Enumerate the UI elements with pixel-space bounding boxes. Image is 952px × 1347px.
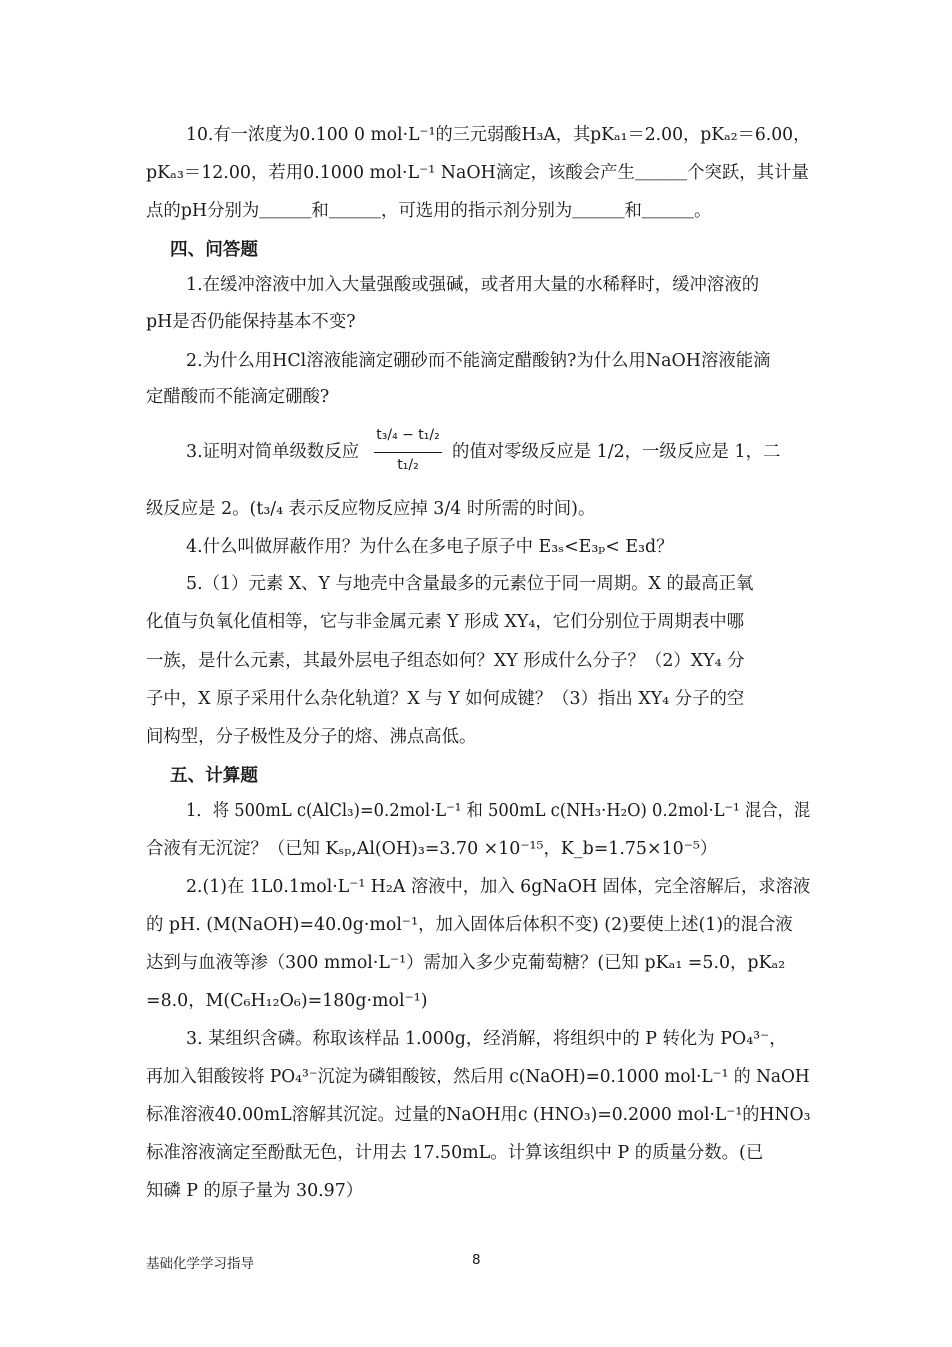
calc2-line-4: =8.0，M(C₆H₁₂O₆)=180g·mol⁻¹): [146, 991, 428, 1011]
fraction-denominator: t₁/₂: [397, 457, 419, 473]
qa5-line-4: 子中，X 原子采用什么杂化轨道？X 与 Y 如何成键？（3）指出 XY₄ 分子的空: [146, 689, 745, 709]
qa5-line-5: 间构型，分子极性及分子的熔、沸点高低。: [146, 727, 477, 747]
calc3-line-5: 知磷 P 的原子量为 30.97）: [146, 1181, 364, 1201]
qa3-line-2: 级反应是 2。(t₃/₄ 表示反应物反应掉 3/4 时所需的时间)。: [146, 499, 596, 519]
calc3-line-3: 标准溶液40.00mL溶解其沉淀。过量的NaOH用c (HNO₃)=0.2000 mol·L⁻¹的HNO₃: [146, 1105, 811, 1125]
fraction-bar: [374, 452, 442, 453]
section-heading-qa: 四、问答题: [170, 240, 258, 260]
calc3-line-2: 再加入钼酸铵将 PO₄³⁻沉淀为磷钼酸铵，然后用 c(NaOH)=0.1000 mol·L⁻¹ 的 NaOH: [146, 1067, 810, 1087]
calc3-line-1: 3. 某组织含磷。称取该样品 1.000g，经消解，将组织中的 P 转化为 PO₄³⁻，: [186, 1029, 787, 1049]
qa3-line-1a: 3.证明对简单级数反应: [186, 442, 360, 462]
qa1-line-1: 1.在缓冲溶液中加入大量强酸或强碱，或者用大量的水稀释时，缓冲溶液的: [186, 275, 760, 295]
qa2-line-2: 定醋酸而不能滴定硼酸?: [146, 387, 330, 407]
qa1-line-2: pH是否仍能保持基本不变?: [146, 312, 356, 332]
calc2-line-3: 达到与血液等渗（300 mmol·L⁻¹）需加入多少克葡萄糖？(已知 pKₐ₁ =5.0，pKₐ₂: [146, 953, 786, 973]
q10-line-2: pKₐ₃＝12.00，若用0.1000 mol·L⁻¹ NaOH滴定，该酸会产生＿＿＿个突跃，其计量: [146, 163, 809, 183]
q10-line-1: 10.有一浓度为0.100 0 mol·L⁻¹的三元弱酸H₃A，其pKₐ₁＝2.00，pKₐ₂＝6.00，: [186, 125, 811, 145]
q10-line-3: 点的pH分别为＿＿＿和＿＿＿，可选用的指示剂分别为＿＿＿和＿＿＿。: [146, 201, 712, 221]
qa3-line-1b: 的值对零级反应是 1/2，一级反应是 1，二: [452, 442, 781, 462]
qa5-line-1: 5.（1）元素 X、Y 与地壳中含量最多的元素位于同一周期。X 的最高正氧: [186, 574, 754, 594]
fraction-numerator: t₃/₄ − t₁/₂: [376, 427, 440, 443]
calc2-line-2: 的 pH. (M(NaOH)=40.0g·mol⁻¹，加入固体后体积不变) (2)要使上述(1)的混合液: [146, 915, 793, 935]
calc1-line-1: 1．将 500mL c(AlCl₃)=0.2mol·L⁻¹ 和 500mL c(NH₃·H₂O) 0.2mol·L⁻¹ 混合，混: [186, 801, 811, 821]
footer-title: 基础化学学习指导: [146, 1256, 254, 1272]
qa5-line-2: 化值与负氧化值相等，它与非金属元素 Y 形成 XY₄，它们分别位于周期表中哪: [146, 612, 745, 632]
page-number: 8: [472, 1252, 481, 1268]
calc1-line-2: 合液有无沉淀？（已知 Kₛₚ,Al(OH)₃=3.70 ×10⁻¹⁵，K_b=1.75×10⁻⁵）: [146, 839, 718, 859]
calc2-line-1: 2.(1)在 1L0.1mol·L⁻¹ H₂A 溶液中，加入 6gNaOH 固体，完全溶解后，求溶液: [186, 877, 811, 897]
qa2-line-1: 2.为什么用HCl溶液能滴定硼砂而不能滴定醋酸钠?为什么用NaOH溶液能滴: [186, 351, 771, 371]
qa4-line-1: 4.什么叫做屏蔽作用？为什么在多电子原子中 E₃ₛ<E₃ₚ< E₃d？: [186, 537, 674, 557]
qa5-line-3: 一族，是什么元素，其最外层电子组态如何？XY 形成什么分子？（2）XY₄ 分: [146, 651, 745, 671]
calc3-line-4: 标准溶液滴定至酚酞无色，计用去 17.50mL。计算该组织中 P 的质量分数。(已: [146, 1143, 764, 1163]
section-heading-calc: 五、计算题: [170, 766, 258, 786]
rate-fraction: [372, 427, 444, 479]
